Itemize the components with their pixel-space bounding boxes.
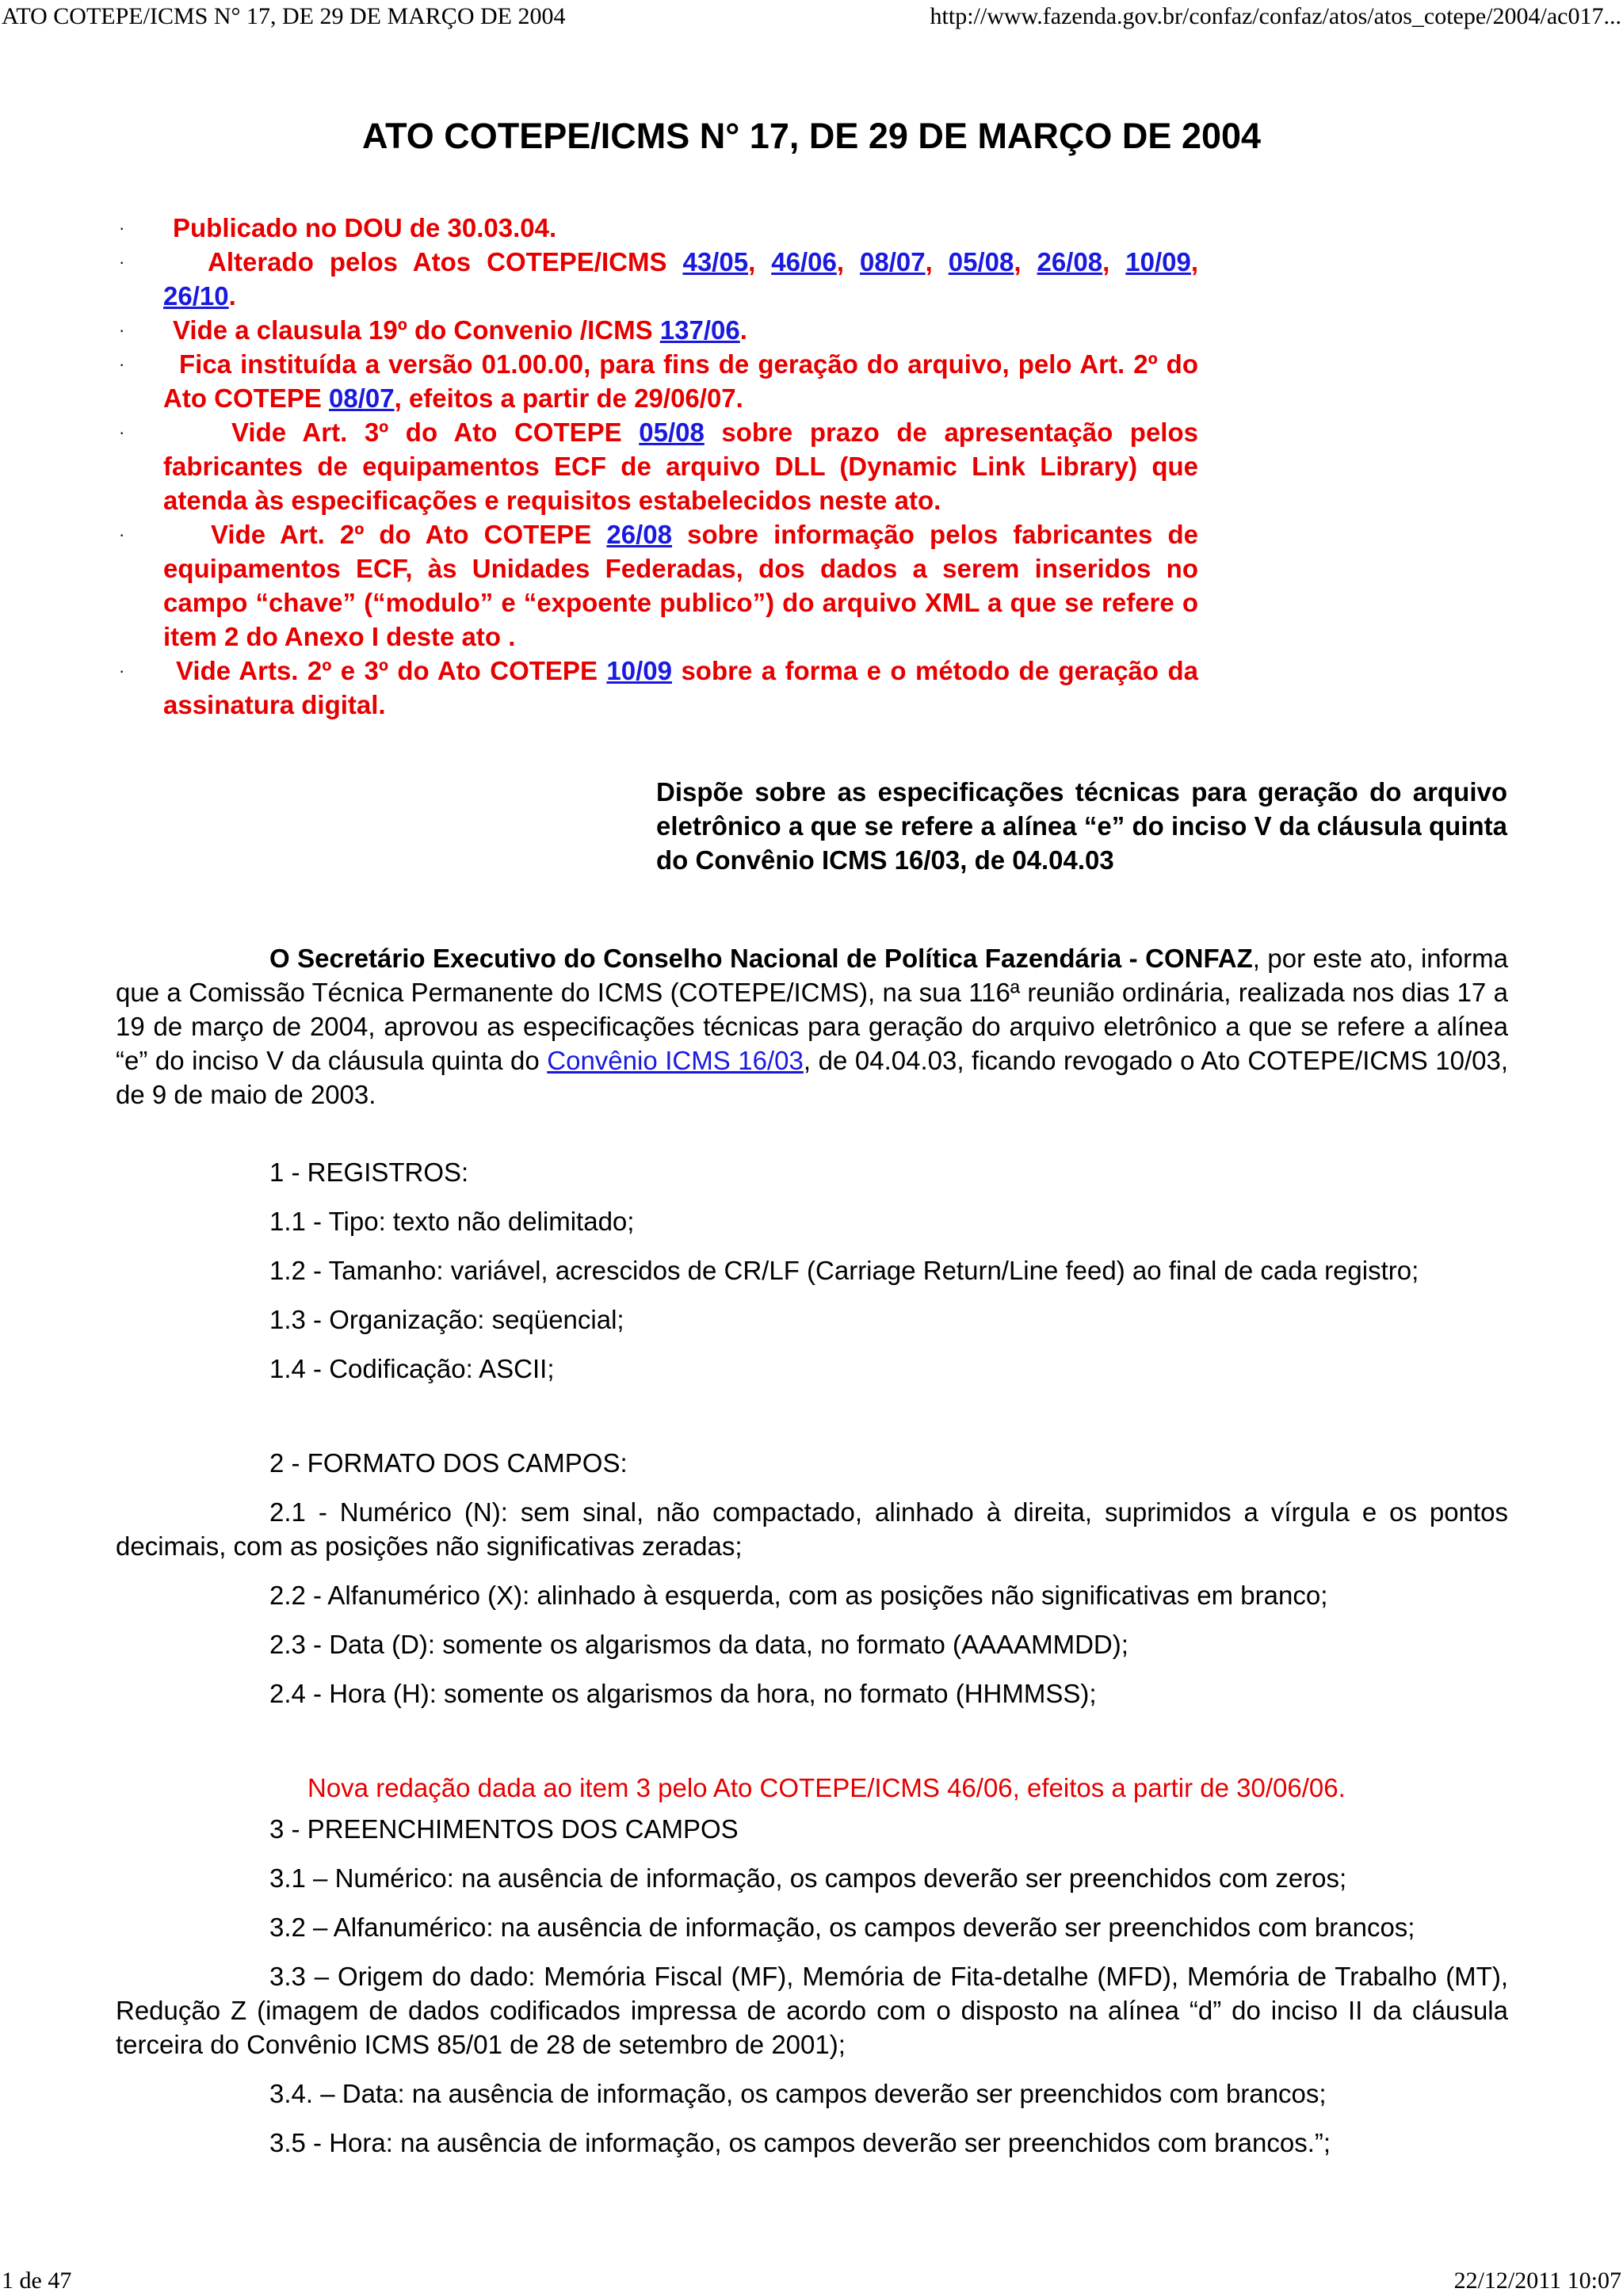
note-published — [119, 211, 1198, 245]
page-title: ATO COTEPE/ICMS N° 17, DE 29 DE MARÇO DE 2004 — [361, 116, 1262, 156]
print-header-url: http://www.fazenda.gov.br/confaz/confaz/atos/atos_cotepe/2004/ac017... — [930, 3, 1621, 29]
bullet: · — [119, 218, 125, 238]
ato-26-08-link[interactable]: 26/08 — [606, 520, 673, 549]
ato-08-07-link[interactable]: 08/07 — [329, 383, 395, 413]
note-text: Vide Arts. 2º e 3º do Ato COTEPE — [176, 656, 598, 685]
section-item: 3.3 – Origem do dado: Memória Fiscal (MF), Memória de Fita-detalhe (MFD), Memória de Trabalho (MT), Redução Z (imagem de dados codificados impressa de acordo com o disposto na alínea “d” do inciso II da cláusula terceira do Convênio ICMS 85/01 de 28 de setembro de 2001); — [116, 1962, 1508, 2059]
section-3-title: 3 - PREENCHIMENTOS DOS CAMPOS — [269, 1814, 739, 1844]
note-text: sobre a forma e o método de geração da assinatura digital. — [163, 656, 1199, 719]
note-dll — [119, 415, 1198, 517]
section-item: 1.3 - Organização: seqüencial; — [269, 1305, 624, 1334]
preamble-bold: O Secretário Executivo do Conselho Nacional de Política Fazendária - CONFAZ — [269, 944, 1253, 973]
note-text: , efeitos a partir de 29/06/07. — [394, 383, 743, 413]
ementa: Dispõe sobre as especificações técnicas para geração do arquivo eletrônico a que se refere a alínea “e” do inciso V da cláusula quinta do Convênio ICMS 16/03, de 04.04.03 — [656, 777, 1507, 875]
note-signature — [119, 654, 1199, 722]
notes-list — [119, 211, 1198, 722]
note-clause-19: · Vide a clausula 19º do Convenio /ICMS 137/06. — [163, 313, 1198, 347]
section-item: 1.2 - Tamanho: variável, acrescidos de CR/LF (Carriage Return/Line feed) ao final de cada registro; — [269, 1256, 1419, 1285]
convenio-137-06-link[interactable]: 137/06 — [659, 315, 740, 345]
bullet: · — [119, 354, 125, 374]
note-version — [119, 347, 1198, 415]
note-text: Alterado pelos Atos COTEPE/ICMS — [208, 247, 667, 277]
amendment-link[interactable]: 46/06 — [771, 247, 837, 277]
note-text: sobre prazo de apresentação pelos fabricantes de equipamentos ECF de arquivo DLL (Dynamic Link Library) que atenda às especificações e requisitos estabelecidos neste ato. — [163, 418, 1198, 515]
section-item: 1.1 - Tipo: texto não delimitado; — [269, 1207, 635, 1236]
note-amended: · Alterado pelos Atos COTEPE/ICMS 43/05, 46/06, 08/07, 05/08, 26/08, 10/09, 26/10. — [163, 245, 1198, 313]
section-item: 3.2 – Alfanumérico: na ausência de informação, os campos deverão ser preenchidos com brancos; — [269, 1913, 1415, 1942]
note-text: Vide Art. 2º do Ato COTEPE — [211, 520, 592, 549]
print-timestamp: 22/12/2011 10:07 — [1453, 2267, 1621, 2294]
amendment-link[interactable]: 08/07 — [860, 247, 926, 277]
section-item: 2.2 - Alfanumérico (X): alinhado à esquerda, com as posições não significativas em branco; — [269, 1581, 1328, 1610]
ato-05-08-link[interactable]: 05/08 — [639, 418, 705, 447]
note-text: Fica instituída a versão 01.00.00, para fins de geração do arquivo, pelo Art. 2º do Ato COTEPE — [163, 349, 1198, 413]
note-text: sobre informação pelos fabricantes de equipamentos ECF, às Unidades Federadas, dos dados a serem inseridos no campo “chave” (“modulo” e “expoente publico”) do arquivo XML a que se refere o item 2 do Anexo I deste ato . — [163, 520, 1198, 651]
section-2-title: 2 - FORMATO DOS CAMPOS: — [269, 1448, 628, 1478]
ato-10-09-link[interactable]: 10/09 — [606, 656, 672, 685]
page-counter: 1 de 47 — [2, 2267, 72, 2294]
document-body — [116, 941, 1508, 2160]
note-text: Publicado no DOU de 30.03.04. — [173, 213, 557, 242]
section-3-amendment-note: Nova redação dada ao item 3 pelo Ato COTEPE/ICMS 46/06, efeitos a partir de 30/06/06. — [307, 1773, 1346, 1802]
amendment-link[interactable]: 43/05 — [682, 247, 749, 277]
amendment-link[interactable]: 26/08 — [1037, 247, 1103, 277]
section-item: 1.4 - Codificação: ASCII; — [269, 1354, 555, 1383]
amendment-link[interactable]: 26/10 — [163, 281, 229, 311]
section-item: 3.5 - Hora: na ausência de informação, os campos deverão ser preenchidos com brancos.”; — [269, 2128, 1331, 2157]
note-xml-key — [119, 517, 1198, 654]
section-item: 2.4 - Hora (H): somente os algarismos da hora, no formato (HHMMSS); — [269, 1679, 1097, 1708]
section-1-title: 1 - REGISTROS: — [269, 1158, 469, 1187]
convenio-16-03-link[interactable]: Convênio ICMS 16/03 — [547, 1046, 804, 1075]
preamble: O Secretário Executivo do Conselho Nacional de Política Fazendária - CONFAZ, por este ato, informa que a Comissão Técnica Permanente do ICMS (COTEPE/ICMS), na sua 116ª reunião ordinária, realizada nos dias 17 a 19 de março de 2004, aprovou as especificações técnicas para geração do arquivo eletrônico a que se refere a alínea “e” do inciso V da cláusula quinta do Convênio ICMS 16/03, de 04.04.03, ficando revogado o Ato COTEPE/ICMS 10/03, de 9 de maio de 2003. — [116, 944, 1509, 1109]
section-item: 2.1 - Numérico (N): sem sinal, não compactado, alinhado à direita, suprimidos a vírgula e os pontos decimais, com as posições não significativas zeradas; — [116, 1497, 1508, 1561]
bullet: · — [119, 524, 125, 544]
note-text: Vide Art. 3º do Ato COTEPE — [231, 418, 622, 447]
bullet: · — [119, 661, 125, 681]
note-text: Vide a clausula 19º do Convenio /ICMS — [173, 315, 653, 345]
bullet: · — [119, 422, 125, 442]
section-item: 3.1 – Numérico: na ausência de informação, os campos deverão ser preenchidos com zeros; — [269, 1863, 1347, 1893]
bullet: · — [119, 320, 125, 340]
amendment-link[interactable]: 10/09 — [1125, 247, 1191, 277]
section-item: 3.4. – Data: na ausência de informação, os campos deverão ser preenchidos com brancos; — [269, 2079, 1327, 2108]
print-header-title: ATO COTEPE/ICMS N° 17, DE 29 DE MARÇO DE 2004 — [2, 3, 566, 29]
bullet: · — [119, 252, 125, 272]
section-item: 2.3 - Data (D): somente os algarismos da data, no formato (AAAAMMDD); — [269, 1630, 1128, 1659]
amendment-link[interactable]: 05/08 — [948, 247, 1014, 277]
